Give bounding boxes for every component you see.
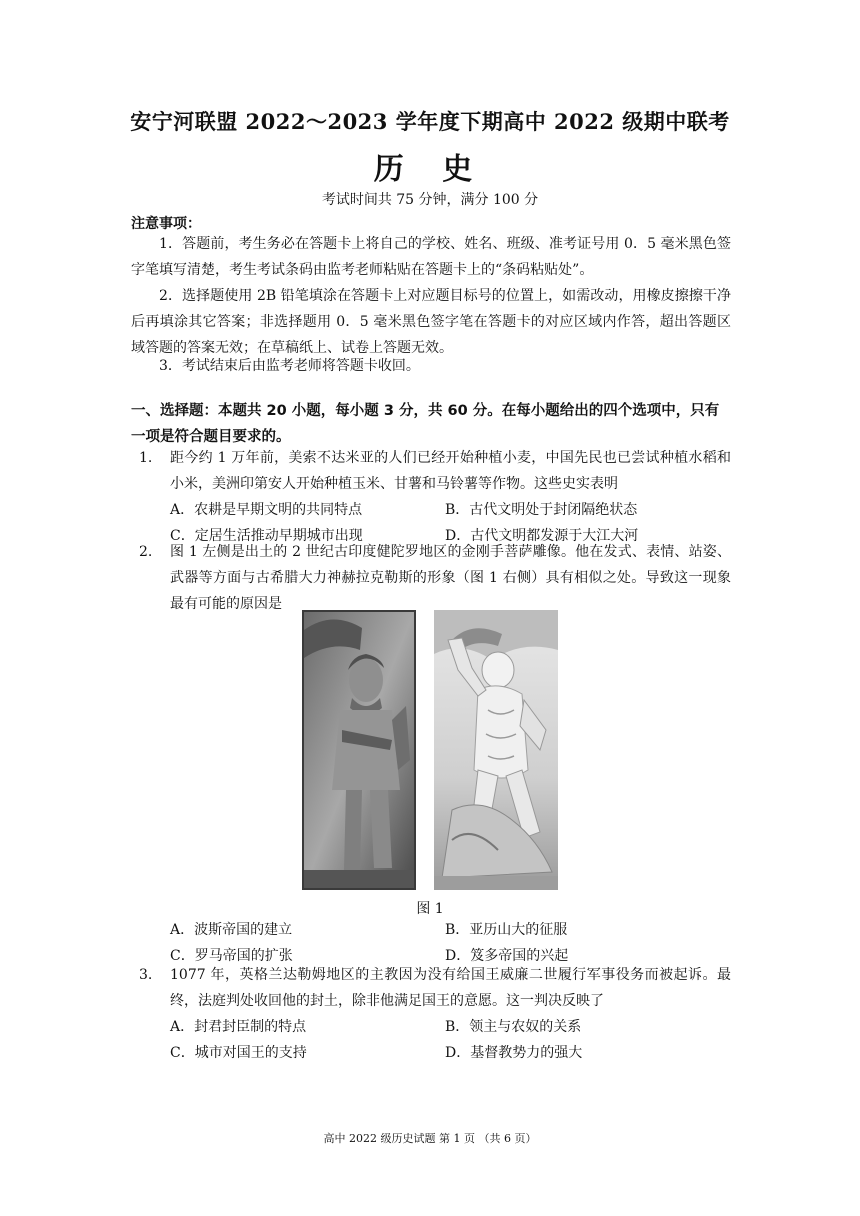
option-b: B．古代文明处于封闭隔绝状态 — [445, 502, 638, 518]
section-heading: 一、选择题：本题共 20 小题，每小题 3 分，共 60 分。在每小题给出的四个选项中，只有一项是符合题目要求的。 — [131, 403, 720, 445]
question-2 — [131, 539, 731, 617]
question-number: 1. — [139, 450, 153, 466]
subject-title: 历 史 — [373, 152, 487, 187]
option-b: B．亚历山大的征服 — [445, 922, 568, 938]
option-a: A．农耕是早期文明的共同特点 — [170, 502, 363, 518]
option-a: A．封君封臣制的特点 — [170, 1019, 307, 1035]
question-stem: 1077 年，英格兰达勒姆地区的主教因为没有给国王威廉二世履行军事役务而被起诉。最终，法庭判处收回他的封土，除非他满足国王的意愿。这一判决反映了 — [170, 967, 731, 1009]
option-b: B．领主与农奴的关系 — [445, 1019, 582, 1035]
figure-1-sculptures — [302, 610, 558, 890]
option-d: D．基督教势力的强大 — [445, 1045, 583, 1061]
option-d: D．笈多帝国的兴起 — [445, 948, 569, 964]
sculpture-photos — [302, 610, 558, 890]
question-stem: 图 1 左侧是出土的 2 世纪古印度健陀罗地区的金刚手菩萨雕像。他在发式、表情、站姿、武器等方面与古希腊大力神赫拉克勒斯的形象（图 1 右侧）具有相似之处。导致这一现象最有可能的原因是 — [170, 544, 731, 612]
question-3-options — [170, 1014, 730, 1066]
exam-time-info: 考试时间共 75 分钟，满分 100 分 — [321, 192, 539, 208]
vajrapani-relief-photo — [302, 610, 416, 890]
question-number: 2. — [139, 544, 153, 560]
exam-title: 安宁河联盟 2022～2023 学年度下期高中 2022 级期中联考 — [130, 109, 730, 134]
notice-heading: 注意事项： — [131, 216, 201, 232]
question-3 — [131, 962, 731, 1014]
figure-caption: 图 1 — [416, 901, 444, 917]
option-c: C．罗马帝国的扩张 — [170, 948, 293, 964]
question-stem: 距今约 1 万年前，美索不达米亚的人们已经开始种植小麦，中国先民也已尝试种植水稻和小米，美洲印第安人开始种植玉米、甘薯和马铃薯等作物。这些史实表明 — [170, 450, 731, 492]
question-number: 3. — [139, 967, 153, 983]
notice-item-1: 1．答题前，考生务必在答题卡上将自己的学校、姓名、班级、准考证号用 0．5 毫米黑色签字笔填写清楚，考生考试条码由监考老师粘贴在答题卡上的“条码粘贴处”。 — [131, 236, 731, 278]
notice-item-3: 3．考试结束后由监考老师将答题卡收回。 — [159, 358, 420, 374]
question-1 — [131, 445, 731, 497]
option-c: C．定居生活推动早期城市出现 — [170, 528, 363, 544]
notice-item-2: 2．选择题使用 2B 铅笔填涂在答题卡上对应题目标号的位置上，如需改动，用橡皮擦擦干净后再填涂其它答案；非选择题用 0．5 毫米黑色签字笔在答题卡的对应区域内作答，超出答题区域答题的答案无效；在草稿纸上、试卷上答题无效。 — [131, 288, 731, 356]
option-c: C．城市对国王的支持 — [170, 1045, 307, 1061]
option-a: A．波斯帝国的建立 — [170, 922, 293, 938]
page-footer: 高中 2022 级历史试题 第 1 页 （共 6 页） — [323, 1132, 537, 1145]
option-d: D．古代文明都发源于大江大河 — [445, 528, 639, 544]
heracles-statue-photo — [434, 610, 558, 890]
